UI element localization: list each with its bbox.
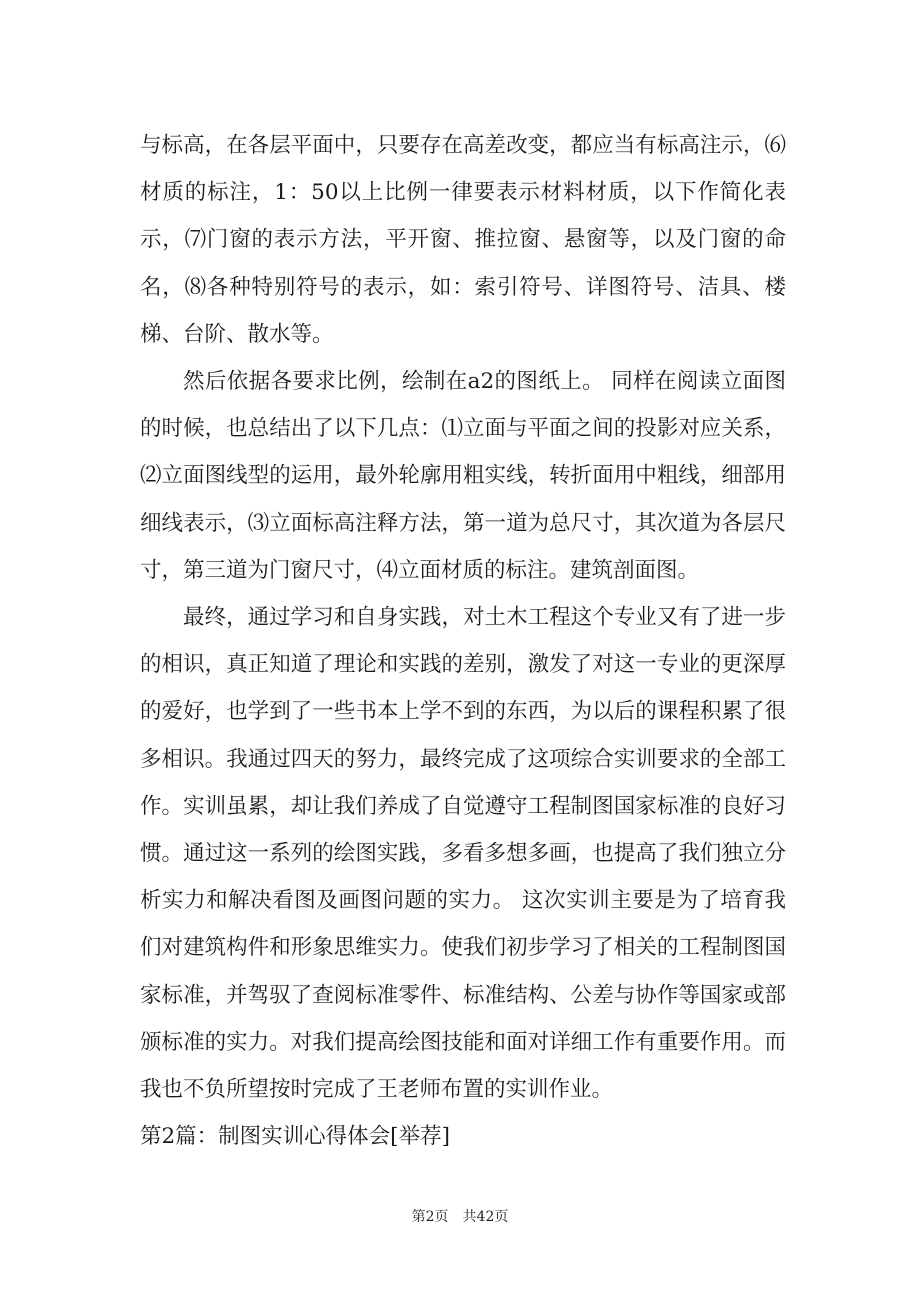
page-footer: 第2页 共42页 — [411, 1209, 509, 1225]
paragraph-2: 然后依据各要求比例，绘制在a2的图纸上。 同样在阅读立面图的时候，也总结出了以下几点：⑴立面与平面之间的投影对应关系，⑵立面图线型的运用，最外轮廓用粗实线，转折面用中粗线，细部用细线表示，⑶立面标高注释方法，第一道为总尺寸，其次道为各层尺寸，第三道为门窗尺寸，⑷立面材质的标注。建筑剖面图。 — [140, 369, 786, 583]
document-body — [140, 122, 786, 1160]
paragraph-3: 最终，通过学习和自身实践，对土木工程这个专业又有了进一步的相识，真正知道了理论和实践的差别，激发了对这一专业的更深厚的爱好，也学到了一些书本上学不到的东西，为以后的课程积累了很多相识。我通过四天的努力，最终完成了这项综合实训要求的全部工作。实训虽累，却让我们养成了自觉遵守工程制图国家标准的良好习惯。通过这一系列的绘图实践，多看多想多画，也提高了我们独立分析实力和解决看图及画图问题的实力。 这次实训主要是为了培育我们对建筑构件和形象思维实力。使我们初步学习了相关的工程制图国家标准，并驾驭了查阅标准零件、标准结构、公差与协作等国家或部颁标准的实力。对我们提高绘图技能和面对详细工作有重要作用。而我也不负所望按时完成了王老师布置的实训作业。 — [140, 605, 786, 1103]
section-heading: 第2篇：制图实训心得体会[举荐] — [140, 1124, 450, 1150]
paragraph-1: 与标高，在各层平面中，只要存在高差改变，都应当有标高注示，⑹材质的标注，1：50以上比例一律要表示材料材质，以下作简化表示，⑺门窗的表示方法，平开窗、推拉窗、悬窗等，以及门窗的命名，⑻各种特别符号的表示，如：索引符号、详图符号、洁具、楼梯、台阶、散水等。 — [140, 133, 786, 347]
